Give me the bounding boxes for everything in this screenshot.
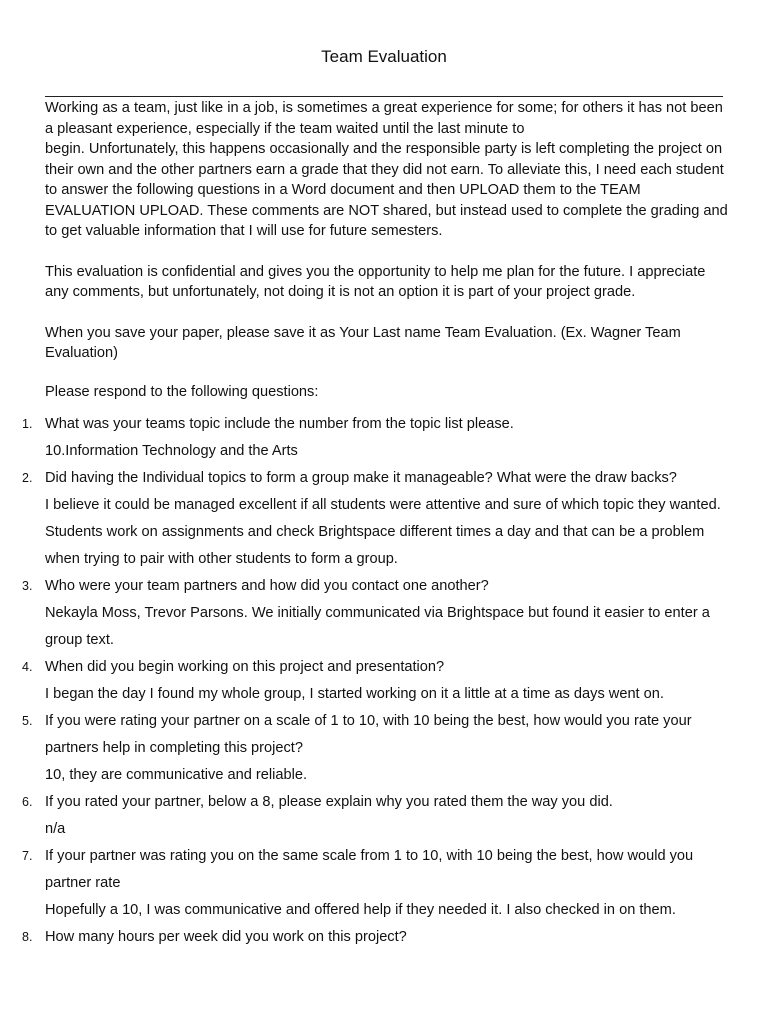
answer-text: I believe it could be managed excellent if all students were attentive and sure of which topic they wanted. Students work on assignments and check Brightspace different times a day and that can be a problem when trying to pair with other students to form a group. bbox=[45, 497, 721, 567]
intro-paragraph bbox=[45, 98, 730, 242]
question-number: 2. bbox=[22, 471, 33, 485]
respond-prompt: Please respond to the following questions: bbox=[45, 383, 319, 400]
question-text: If you rated your partner, below a 8, please explain why you rated them the way you did. bbox=[45, 794, 613, 810]
question-number: 8. bbox=[22, 930, 33, 944]
question-number: 6. bbox=[22, 795, 33, 809]
save-instructions-paragraph: When you save your paper, please save it as Your Last name Team Evaluation. (Ex. Wagner Team Evaluation) bbox=[45, 324, 681, 361]
answer-text: Hopefully a 10, I was communicative and offered help if they needed it. I also checked in on them. bbox=[45, 902, 676, 918]
question-item-2 bbox=[22, 465, 730, 573]
question-text: If your partner was rating you on the same scale from 1 to 10, with 10 being the best, how would you partner rate bbox=[45, 848, 694, 891]
answer-text: Nekayla Moss, Trevor Parsons. We initially communicated via Brightspace but found it easier to enter a group text. bbox=[45, 605, 710, 648]
question-item-7 bbox=[22, 843, 730, 924]
document-title: Team Evaluation bbox=[321, 47, 447, 66]
question-list bbox=[22, 411, 730, 951]
intro-paragraph-part-2: begin. Unfortunately, this happens occasionally and the responsible party is left completing the project on their own and the other partners earn a grade that they did not earn. To alleviate this, I need each student to answer the following questions in a Word document and then UPLOAD them to the TEAM EVALUATION UPLOAD. These comments are NOT shared, but instead used to complete the grading and to get valuable information that I will use for future semesters. bbox=[45, 141, 728, 239]
question-number: 5. bbox=[22, 714, 33, 728]
answer-text: 10, they are communicative and reliable. bbox=[45, 767, 308, 783]
question-item-5 bbox=[22, 708, 730, 789]
question-text: Did having the Individual topics to form a group make it manageable? What were the draw backs? bbox=[45, 470, 677, 486]
question-number: 1. bbox=[22, 417, 33, 431]
question-text: How many hours per week did you work on this project? bbox=[45, 929, 407, 945]
title-divider bbox=[45, 96, 723, 97]
question-item-1 bbox=[22, 411, 730, 465]
confidentiality-paragraph: This evaluation is confidential and gives you the opportunity to help me plan for the future. I appreciate any comments, but unfortunately, not doing it is not an option it is part of your project grade. bbox=[45, 263, 706, 300]
answer-text: n/a bbox=[45, 821, 66, 837]
question-number: 3. bbox=[22, 579, 33, 593]
question-text: If you were rating your partner on a scale of 1 to 10, with 10 being the best, how would you rate your partners help in completing this project? bbox=[45, 713, 692, 756]
question-item-4 bbox=[22, 654, 730, 708]
question-item-8 bbox=[22, 924, 730, 951]
answer-text: I began the day I found my whole group, I started working on it a little at a time as days went on. bbox=[45, 686, 664, 702]
question-item-6 bbox=[22, 789, 730, 843]
document-body bbox=[22, 98, 730, 951]
question-text: When did you begin working on this project and presentation? bbox=[45, 659, 445, 675]
answer-text: 10.Information Technology and the Arts bbox=[45, 443, 298, 459]
question-item-3 bbox=[22, 573, 730, 654]
question-text: Who were your team partners and how did you contact one another? bbox=[45, 578, 489, 594]
question-text: What was your teams topic include the number from the topic list please. bbox=[45, 416, 514, 432]
question-number: 4. bbox=[22, 660, 33, 674]
intro-paragraph-part-1: Working as a team, just like in a job, is sometimes a great experience for some; for others it has not been a pleasant experience, especially if the team waited until the last minute to bbox=[45, 100, 723, 137]
question-number: 7. bbox=[22, 849, 33, 863]
